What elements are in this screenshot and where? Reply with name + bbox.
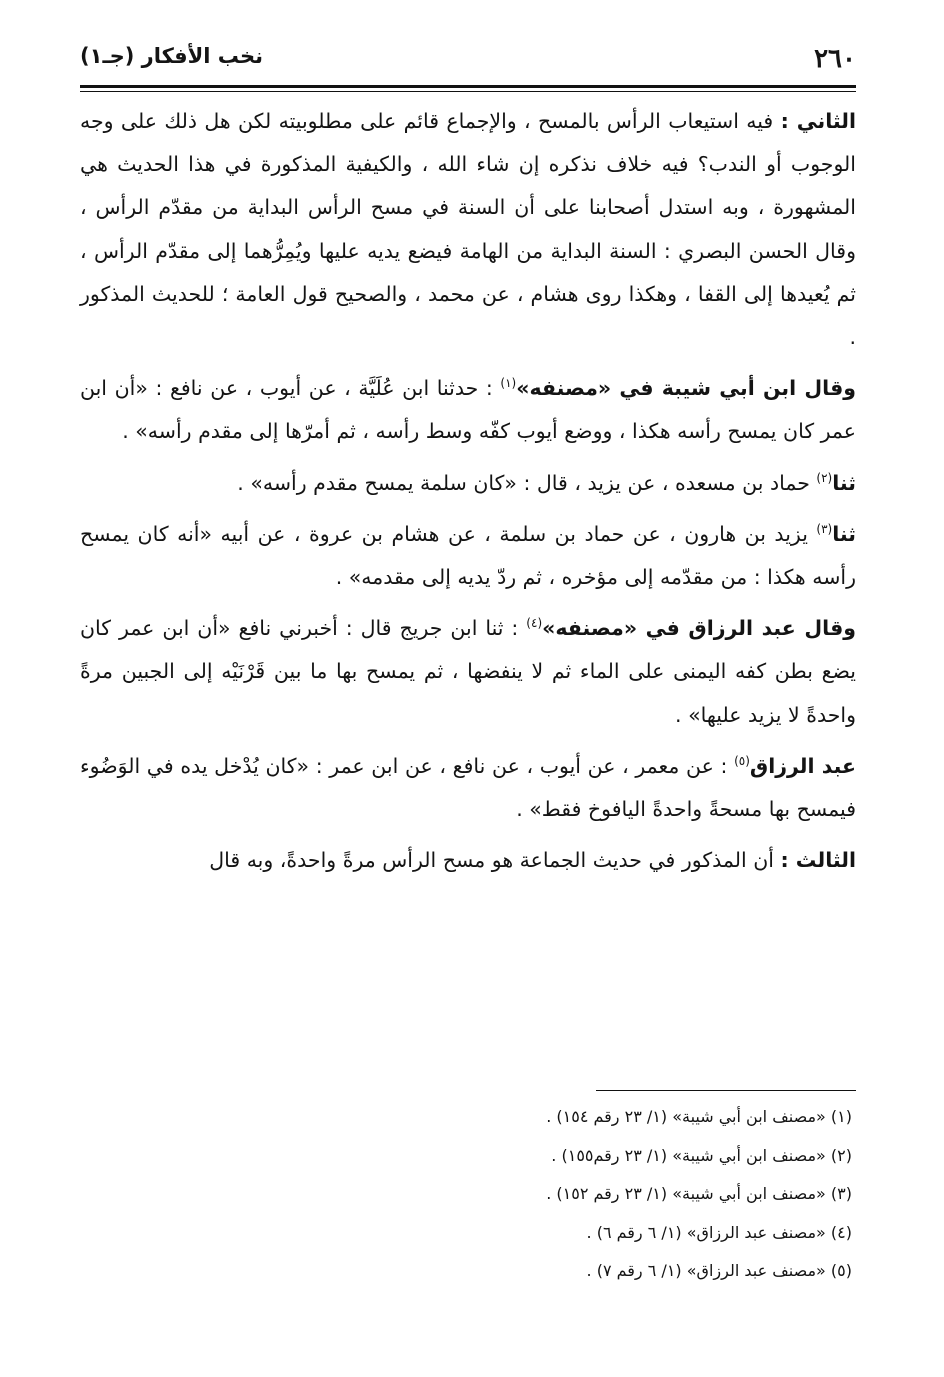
page-header: [80, 40, 856, 80]
paragraph-text: : حدثنا ابن عُلَيَّة ، عن أيوب ، عن نافع : «أن ابن عمر كان يمسح رأسه هكذا ، ووضع أيوب كفّه وسط رأسه ، ثم أمرّها إلى مقدم رأسه» .: [80, 376, 856, 444]
footnote-ref: (٥): [734, 753, 750, 768]
main-text: [80, 100, 856, 890]
paragraph-second-point: [80, 100, 856, 359]
paragraph-lead: الثالث :: [780, 848, 856, 873]
paragraph-third-point: [80, 839, 856, 882]
footnote: (١) «مصنف ابن أبي شيبة» (١/ ٢٣ رقم ١٥٤) .: [546, 1107, 852, 1126]
footnote-ref: (٢): [816, 470, 833, 485]
paragraph-lead: الثاني :: [780, 109, 856, 133]
paragraph-yazid: [80, 513, 856, 599]
paragraph-lead: وقال عبد الرزاق في «مصنفه»: [542, 616, 856, 641]
footnote-separator: [596, 1090, 856, 1091]
footnotes: [252, 1098, 852, 1291]
paragraph-lead: ثنا: [832, 470, 856, 495]
page-number: ٢٦٠: [814, 44, 856, 74]
running-title: نخب الأفكار (جـ١): [80, 44, 263, 68]
paragraph-lead: ثنا: [832, 521, 856, 546]
paragraph-ibn-abi-shaybah: [80, 367, 856, 453]
paragraph-lead: عبد الرزاق: [749, 753, 856, 778]
paragraph-text: حماد بن مسعده ، عن يزيد ، قال : «كان سلمة يمسح مقدم رأسه» .: [237, 470, 817, 495]
paragraph-text: أن المذكور في حديث الجماعة هو مسح الرأس مرةً واحدةً، وبه قال: [209, 848, 781, 873]
paragraph-text: فيه استيعاب الرأس بالمسح ، والإجماع قائم على مطلوبيته لكن هل ذلك على وجه الوجوب أو الندب؟ فيه خلاف نذكره إن شاء الله ، والكيفية المذكورة في هذا الحديث هي المشهورة ، وبه استدل أصحابنا على أن السنة في مسح الرأس البداية من مقدّم الرأس ، وقال الحسن البصري : السنة البداية من الهامة فيضع يديه عليها ويُمِرُّهما إلى مقدّم الرأس ، ثم يُعيدها إلى القفا ، وهكذا روى هشام ، عن محمد ، والصحيح قول العامة ؛ للحديث المذكور .: [80, 109, 856, 350]
paragraph-text: يزيد بن هارون ، عن حماد بن سلمة ، عن هشام بن عروة ، عن أبيه «أنه كان يمسح رأسه هكذا : من مقدّمه إلى مؤخره ، ثم ردّ يديه إلى مقدمه» .: [80, 521, 856, 590]
paragraph-lead: وقال ابن أبي شيبة في «مصنفه»: [516, 376, 856, 401]
paragraph-text: : عن معمر ، عن أيوب ، عن نافع ، عن ابن عمر : «كان يُدْخل يده في الوَضُوء فيمسح بها مسحةً واحدةً اليافوخ فقط» .: [80, 753, 856, 822]
footnote-ref: (١): [500, 376, 517, 391]
footnote: (٤) «مصنف عبد الرزاق» (١/ ٦ رقم ٦) .: [586, 1222, 852, 1242]
footnote: (٣) «مصنف ابن أبي شيبة» (١/ ٢٣ رقم ١٥٢) .: [546, 1184, 852, 1203]
footnote-ref: (٣): [816, 521, 833, 536]
footnote: (٢) «مصنف ابن أبي شيبة» (١/ ٢٣ رقم١٥٥) .: [551, 1145, 852, 1165]
paragraph-abd-al-razzaq: [80, 607, 856, 737]
paragraph-hammad: [80, 462, 856, 505]
paragraph-text: : ثنا ابن جريج قال : أخبرني نافع «أن ابن عمر كان يضع بطن كفه اليمنى على الماء ثم لا ينفضها ، ثم يمسح بها ما بين قَرْنَيْه إلى الجبين مرةً واحدةً لا يزيد عليها» .: [80, 616, 856, 727]
footnote: (٥) «مصنف عبد الرزاق» (١/ ٦ رقم ٧) .: [586, 1261, 852, 1280]
footnote-ref: (٤): [526, 616, 543, 631]
header-rule-thick: [80, 85, 856, 88]
paragraph-abd-al-razzaq-2: [80, 745, 856, 831]
header-rule-thin: [80, 91, 856, 92]
